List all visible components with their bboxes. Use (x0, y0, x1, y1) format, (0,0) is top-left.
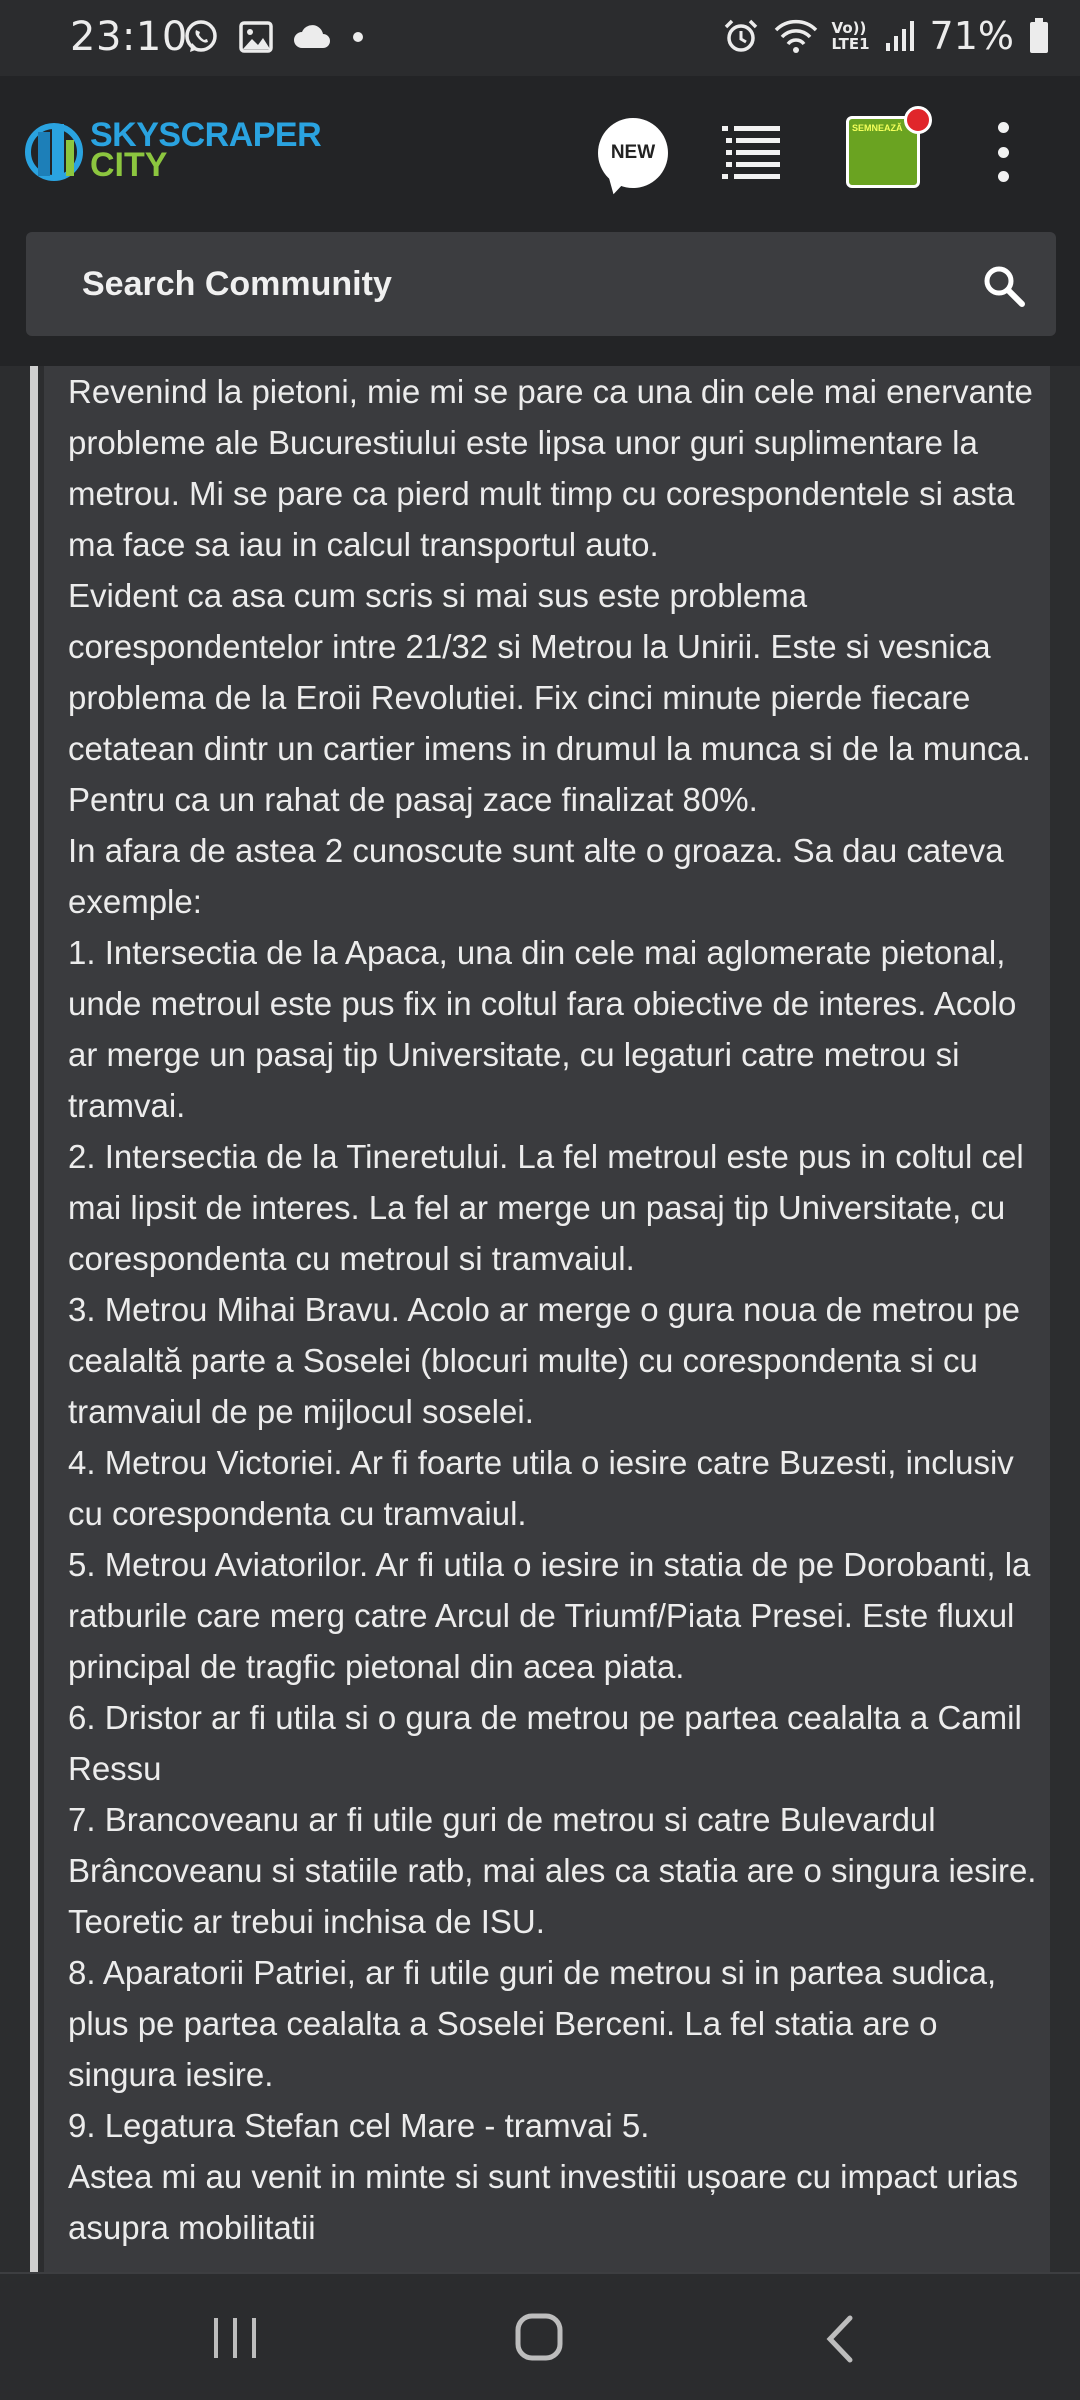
avatar-text: SEMNEAZĂ (852, 123, 903, 133)
list-icon[interactable] (722, 124, 782, 180)
post-paragraph: 2. Intersectia de la Tineretului. La fel metroul este pus in coltul cel mai lipsit de interes. La fel ar merge un pasaj tip Universitate, cu corespondenta cu metroul si tramvaiul. (68, 1138, 1024, 1277)
logo-text (90, 116, 322, 184)
new-posts-button[interactable] (598, 118, 668, 188)
post-paragraph: 6. Dristor ar fi utila si o gura de metrou pe partea cealalta a Camil Ressu (68, 1699, 1022, 1787)
logo-line-1: SKYSCRAPER (90, 116, 322, 154)
search-bar[interactable] (26, 232, 1056, 336)
post-paragraph: 4. Metrou Victoriei. Ar fi foarte utila o iesire catre Buzesti, inclusiv cu corespondenta cu tramvaiul. (68, 1444, 1014, 1532)
cloud-icon (292, 22, 332, 52)
logo-line-2: CITY (90, 146, 168, 184)
post-paragraph: 5. Metrou Aviatorilor. Ar fi utila o iesire in statia de pe Dorobanti, la ratburile care merg catre Arcul de Triumf/Piata Presei. Este fluxul principal de tragfic pietonal din acea piata. (68, 1546, 1031, 1685)
search-icon[interactable] (982, 264, 1026, 308)
post-paragraph: 1. Intersectia de la Apaca, una din cele mai aglomerate pietonal, unde metroul este pus fix in coltul fara obiective de interes. Acolo ar merge un pasaj tip Universitate, cu legaturi catre metrou si tramvai. (68, 934, 1017, 1124)
notification-badge (904, 106, 932, 134)
image-icon (238, 19, 274, 55)
back-icon[interactable] (820, 2314, 860, 2364)
status-right-icons (722, 14, 1050, 58)
post-body (68, 366, 1038, 2253)
volte-indicator (832, 20, 870, 52)
post-paragraph: Astea mi au venit in minte si sunt investitii ușoare cu impact urias asupra mobilitatii (68, 2158, 1019, 2246)
thread-content[interactable] (0, 366, 1080, 2272)
dot-icon (350, 29, 366, 45)
status-bar (0, 0, 1080, 76)
status-time: 23:10 (70, 14, 188, 60)
lte-label: LTE1 (831, 35, 870, 53)
home-icon[interactable] (514, 2310, 564, 2364)
signal-icon (884, 19, 916, 53)
quote-bar (30, 366, 38, 2272)
app-header (0, 76, 1080, 366)
volte-label: Vo)) (831, 19, 867, 37)
battery-icon (1028, 17, 1050, 55)
post-paragraph: 8. Aparatorii Patriei, ar fi utile guri de metrou si in partea sudica, plus pe partea cealalta a Soselei Berceni. La fel statia are o singura iesire. (68, 1954, 997, 2093)
wifi-icon (774, 18, 818, 54)
system-nav-bar (0, 2272, 1080, 2400)
new-button-label: NEW (610, 142, 656, 163)
post-paragraph: 3. Metrou Mihai Bravu. Acolo ar merge o gura noua de metrou pe cealaltă parte a Soselei (blocuri multe) cu corespondenta si cu tramvaiul de pe mijlocul soselei. (68, 1291, 1021, 1430)
recent-apps-icon[interactable] (210, 2316, 260, 2360)
post-paragraph: In afara de astea 2 cunoscute sunt alte o groaza. Sa dau cateva exemple: (68, 832, 1004, 920)
battery-percent: 71% (929, 14, 1014, 58)
post-paragraph: 9. Legatura Stefan cel Mare - tramvai 5. (68, 2107, 650, 2144)
search-input[interactable] (82, 232, 962, 336)
post-paragraph: 7. Brancoveanu ar fi utile guri de metrou si catre Bulevardul Brâncoveanu si statiile ratb, mai ales ca statia are o singura iesire. Teoretic ar trebui inchisa de ISU. (68, 1801, 1037, 1940)
post-paragraph: Revenind la pietoni, mie mi se pare ca una din cele mai enervante probleme ale Bucurestiului este lipsa unor guri suplimentare la metrou. Mi se pare ca pierd mult timp cu corespondentele si asta ma face sa iau in calcul transportul auto. (68, 373, 1033, 563)
status-left-icons (182, 18, 366, 56)
alarm-icon (722, 17, 760, 55)
more-vertical-icon[interactable] (988, 122, 1018, 182)
whatsapp-icon (182, 18, 220, 56)
skyscraper-logo-icon (24, 118, 84, 182)
post-paragraph: Evident ca asa cum scris si mai sus este problema corespondentelor intre 21/32 si Metrou la Unirii. Este si vesnica problema de la Eroii Revolutiei. Fix cinci minute pierde fiecare cetatean dintr un cartier imens in drumul la munca si de la munca. Pentru ca un rahat de pasaj zace finalizat 80%. (68, 577, 1031, 818)
site-logo[interactable] (24, 118, 321, 182)
